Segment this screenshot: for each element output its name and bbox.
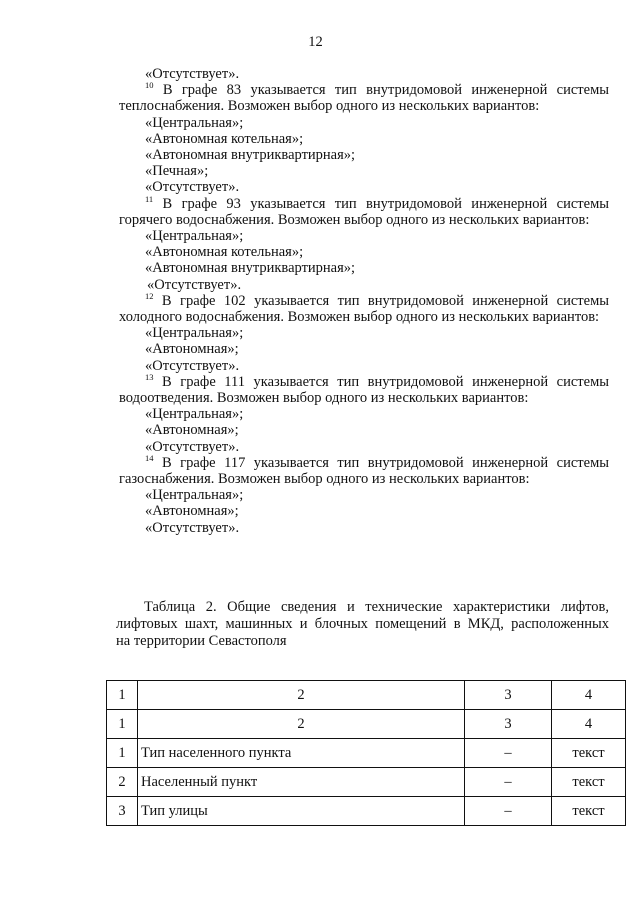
line-text: В графе 83 указывается тип внутридомовой инженерной системы [153, 82, 609, 99]
text-line [119, 228, 609, 244]
body-text [119, 66, 609, 536]
table-row [107, 768, 626, 797]
text-line [119, 212, 609, 228]
caption-line: лифтовых шахт, машинных и блочных помещений в МКД, расположенных [116, 616, 609, 632]
footnote-line [119, 452, 609, 471]
footnote-marker: 11 [145, 193, 154, 204]
table-cell: 1 [107, 710, 138, 739]
table-row [107, 710, 626, 739]
line-text: «Центральная»; [145, 325, 244, 342]
line-text: «Автономная»; [145, 503, 239, 520]
text-line [119, 179, 609, 195]
text-line [119, 260, 609, 276]
text-line [119, 487, 609, 503]
table-row [107, 681, 626, 710]
line-text: «Центральная»; [145, 114, 244, 131]
line-text: В графе 111 указывается тип внутридомовой инженерной системы [153, 373, 609, 390]
caption-line: на территории Севастополя [116, 633, 287, 649]
footnote-line [119, 290, 609, 309]
table-row [107, 797, 626, 826]
line-text: «Печная»; [145, 163, 209, 180]
text-line [119, 147, 609, 163]
line-text: «Отсутствует». [145, 519, 240, 536]
text-line [119, 163, 609, 179]
data-table [106, 680, 626, 826]
table-cell: 3 [465, 681, 552, 710]
footnote-marker: 14 [145, 452, 154, 463]
page-number: 12 [308, 34, 323, 50]
table-cell: текст [552, 739, 626, 768]
line-text: «Автономная котельная»; [145, 130, 304, 147]
line-text: «Автономная»; [145, 422, 239, 439]
text-line [119, 439, 609, 455]
line-text: «Отсутствует». [145, 357, 240, 374]
table-cell: Населенный пункт [138, 768, 465, 797]
table-caption [116, 599, 609, 650]
line-text: горячего водоснабжения. Возможен выбор одного из нескольких вариантов: [119, 211, 590, 228]
text-line [119, 66, 609, 82]
text-line [119, 503, 609, 519]
table-cell: 2 [107, 768, 138, 797]
text-line [119, 358, 609, 374]
table-cell: 3 [107, 797, 138, 826]
line-text: «Автономная котельная»; [145, 244, 304, 261]
footnote-line [119, 193, 609, 212]
table-cell: – [465, 797, 552, 826]
line-text: холодного водоснабжения. Возможен выбор одного из нескольких вариантов: [119, 309, 600, 326]
footnote-marker: 12 [145, 290, 154, 301]
line-text: водоотведения. Возможен выбор одного из нескольких вариантов: [119, 390, 529, 407]
line-text: «Автономная внутриквартирная»; [145, 147, 356, 164]
table-cell: Тип населенного пункта [138, 739, 465, 768]
text-line [119, 406, 609, 422]
table-row [107, 739, 626, 768]
table-cell: 1 [107, 739, 138, 768]
line-text: теплоснабжения. Возможен выбор одного из нескольких вариантов: [119, 98, 540, 115]
footnote-marker: 10 [145, 80, 154, 91]
footnote-marker: 13 [145, 371, 154, 382]
line-text: «Отсутствует». [145, 66, 240, 82]
table-cell: текст [552, 797, 626, 826]
text-line [119, 98, 609, 114]
text-line [119, 277, 609, 293]
line-text: «Автономная внутриквартирная»; [145, 260, 356, 277]
caption-line: Таблица 2. Общие сведения и технические характеристики лифтов, [144, 599, 609, 615]
text-line [119, 325, 609, 341]
table-cell: 1 [107, 681, 138, 710]
table-cell: – [465, 768, 552, 797]
line-text: «Отсутствует». [145, 179, 240, 196]
footnote-line [119, 82, 609, 98]
table-cell: – [465, 739, 552, 768]
line-text: газоснабжения. Возможен выбор одного из нескольких вариантов: [119, 471, 530, 488]
text-line [119, 422, 609, 438]
text-line [119, 341, 609, 357]
line-text: «Центральная»; [145, 487, 244, 504]
table-cell: текст [552, 768, 626, 797]
text-line [119, 131, 609, 147]
table-cell: Тип улицы [138, 797, 465, 826]
line-text: «Центральная»; [145, 406, 244, 423]
table-cell: 4 [552, 710, 626, 739]
footnote-line [119, 371, 609, 390]
text-line [119, 244, 609, 260]
line-text: «Отсутствует». [145, 438, 240, 455]
line-text: «Автономная»; [145, 341, 239, 358]
line-text: В графе 117 указывается тип внутридомовой инженерной системы [153, 454, 609, 471]
text-line [119, 390, 609, 406]
line-text: В графе 93 указывается тип внутридомовой инженерной системы [153, 195, 609, 212]
text-line [119, 115, 609, 131]
line-text: В графе 102 указывается тип внутридомовой инженерной системы [153, 292, 609, 309]
table-cell: 3 [465, 710, 552, 739]
table-cell: 2 [138, 681, 465, 710]
table-cell: 2 [138, 710, 465, 739]
line-text: «Центральная»; [145, 228, 244, 245]
text-line [119, 309, 609, 325]
text-line [119, 520, 609, 536]
line-text: «Отсутствует». [147, 276, 242, 293]
table-cell: 4 [552, 681, 626, 710]
text-line [119, 471, 609, 487]
